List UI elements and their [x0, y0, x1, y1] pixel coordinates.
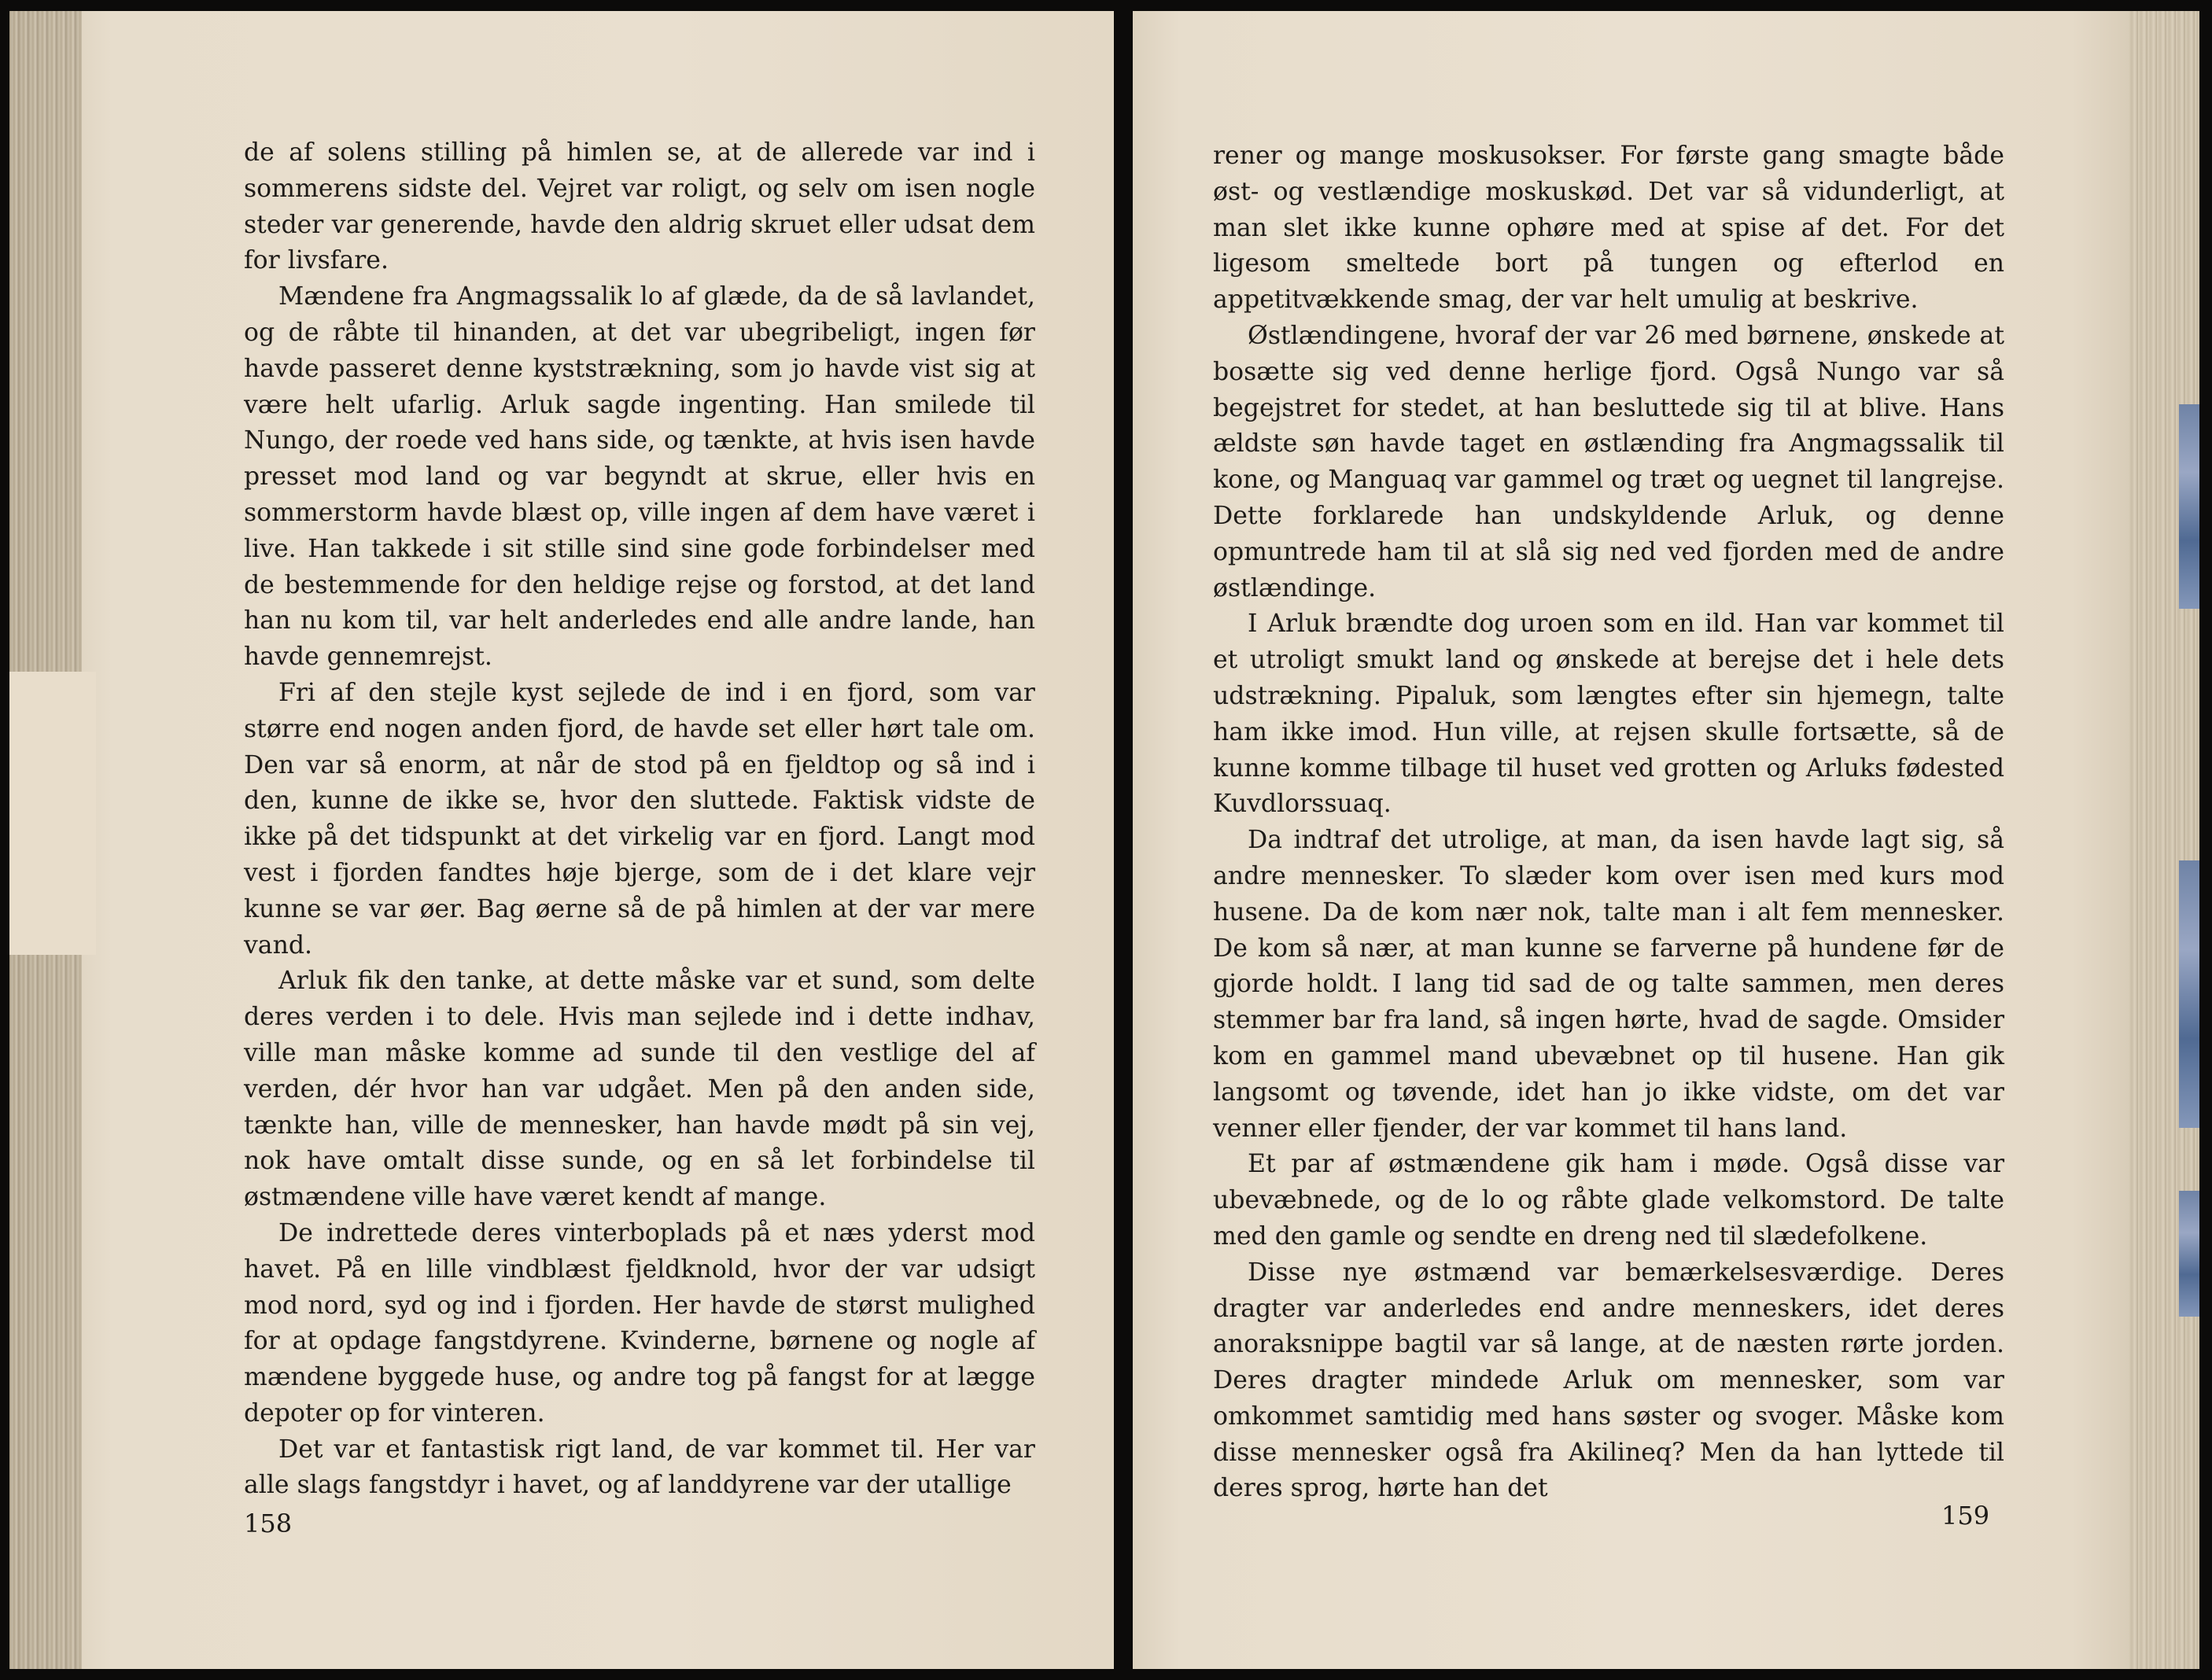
background-strip [2179, 860, 2199, 1128]
paragraph: Arluk fik den tanke, at dette måske var et sund, som delte deres verden i to dele. Hvis man sejlede ind i dette indhav, ville man måske komme ad sunde til den vestlige del af verden, dér hvor han var udgået. Men på den anden side, tænkte han, ville de mennesker, han havde mødt på sin vej, nok have omtalt disse sunde, og en så let forbindelse til østmændene ville have været kendt af mange. [244, 967, 1035, 1212]
right-page [1133, 11, 2199, 1669]
paragraph: Et par af østmændene gik ham i møde. Også disse var ubevæbnede, og de lo og råbte glade velkomstord. De talte med den gamle og sendte en dreng ned til slædefolkene. [1213, 1150, 2004, 1251]
page-number: 159 [1941, 1501, 1990, 1531]
right-page-text [1213, 138, 2004, 1507]
background-strip [2179, 404, 2199, 609]
background-strip [2179, 1191, 2199, 1317]
paragraph: rener og mange moskusokser. For første gang smagte både øst- og vestlændige moskuskød. Det var så vidunderligt, at man slet ikke kunne ophøre med at spise af det. For det ligesom smeltede bort på tungen og efterlod en appetitvækkende smag, der var helt umulig at beskrive. [1213, 142, 2004, 315]
left-page [9, 11, 1114, 1669]
paragraph: Det var et fantastisk rigt land, de var kommet til. Her var alle slags fangstdyr i havet, og af landdyrene var der utallige [244, 1435, 1035, 1500]
paragraph: Østlændingene, hvoraf der var 26 med børnene, ønskede at bosætte sig ved denne herlige fjord. Også Nungo var så begejstret for stedet, at han besluttede sig til at blive. Hans ældste søn havde taget en østlænding fra Angmagssalik til kone, og Manguaq var gammel og træt og uegnet til langrejse. Dette forklarede han undskyldende Arluk, og denne opmuntrede ham til at slå sig ned ved fjorden med de andre østlændinge. [1213, 321, 2004, 602]
paragraph: de af solens stilling på himlen se, at de allerede var ind i sommerens sidste del. Vejret var roligt, og selv om isen nogle steder var generende, havde den aldrig skruet eller udsat dem for livsfare. [244, 138, 1035, 275]
page-number: 158 [244, 1509, 293, 1538]
paragraph: Fri af den stejle kyst sejlede de ind i en fjord, som var større end nogen anden fjord, de havde set eller hørt tale om. Den var så enorm, at når de stod på en fjeldtop og så ind i den, kunne de ikke se, hvor den sluttede. Faktisk vidste de ikke på det tidspunkt at det virkelig var en fjord. Langt mod vest i fjorden fandtes høje bjerge, som de i det klare vejr kunne se var øer. Bag øerne så de på himlen at der var mere vand. [244, 678, 1035, 960]
paragraph: Disse nye østmænd var bemærkelsesværdige. Deres dragter var anderledes end andre menneskers, idet deres anoraksnippe bagtil var så lange, at de næsten rørte jorden. Deres dragter mindede Arluk om mennesker, som var omkommet samtidig med hans søster og svoger. Måske kom disse mennesker også fra Akilineq? Men da han lyttede til deres sprog, hørte han det [1213, 1258, 2004, 1503]
paragraph: Da indtraf det utrolige, at man, da isen havde lagt sig, så andre mennesker. To slæder kom over isen med kurs mod husene. Da de kom nær nok, talte man i alt fem mennesker. De kom så nær, at man kunne se farverne på hundene før de gjorde holdt. I lang tid sad de og talte sammen, men deres stemmer bar fra land, så ingen hørte, hvad de sagde. Omsider kom en gammel mand ubevæbnet op til husene. Han gik langsomt og tøvende, idet han jo ikke vidste, om det var venner eller fjender, der var kommet til hans land. [1213, 826, 2004, 1143]
paragraph: I Arluk brændte dog uroen som en ild. Han var kommet til et utroligt smukt land og ønskede at berejse det i hele dets udstrækning. Pipaluk, som længtes efter sin hjemegn, talte ham ikke imod. Hun ville, at rejsen skulle fortsætte, så de kunne komme tilbage til huset ved grotten og Arluks fødested Kuvdlorssuaq. [1213, 610, 2004, 819]
paragraph: Mændene fra Angmagssalik lo af glæde, da de så lavlandet, og de råbte til hinanden, at det var ubegribeligt, ingen før havde passeret denne kyststrækning, som jo havde vist sig at være helt ufarlig. Arluk sagde ingenting. Han smilede til Nungo, der roede ved hans side, og tænkte, at hvis isen havde presset mod land og var begyndt at skrue, eller hvis en sommerstorm havde blæst op, ville ingen af dem have været i live. Han takkede i sit stille sind sine gode forbindelser med de bestemmende for den heldige rejse og forstod, at det land han nu kom til, var helt anderledes end alle andre lande, han havde gennemrejst. [244, 282, 1035, 672]
page-edge-patch [9, 672, 96, 955]
paragraph: De indrettede deres vinterboplads på et næs yderst mod havet. På en lille vindblæst fjeldknold, hvor der var udsigt mod nord, syd og ind i fjorden. Her havde de størst mulighed for at opdage fangstdyrene. Kvinderne, børnene og nogle af mændene byggede huse, og andre tog på fangst for at lægge depoter op for vinteren. [244, 1218, 1035, 1428]
left-page-text [244, 135, 1035, 1504]
page-edge-texture [2129, 11, 2199, 1669]
